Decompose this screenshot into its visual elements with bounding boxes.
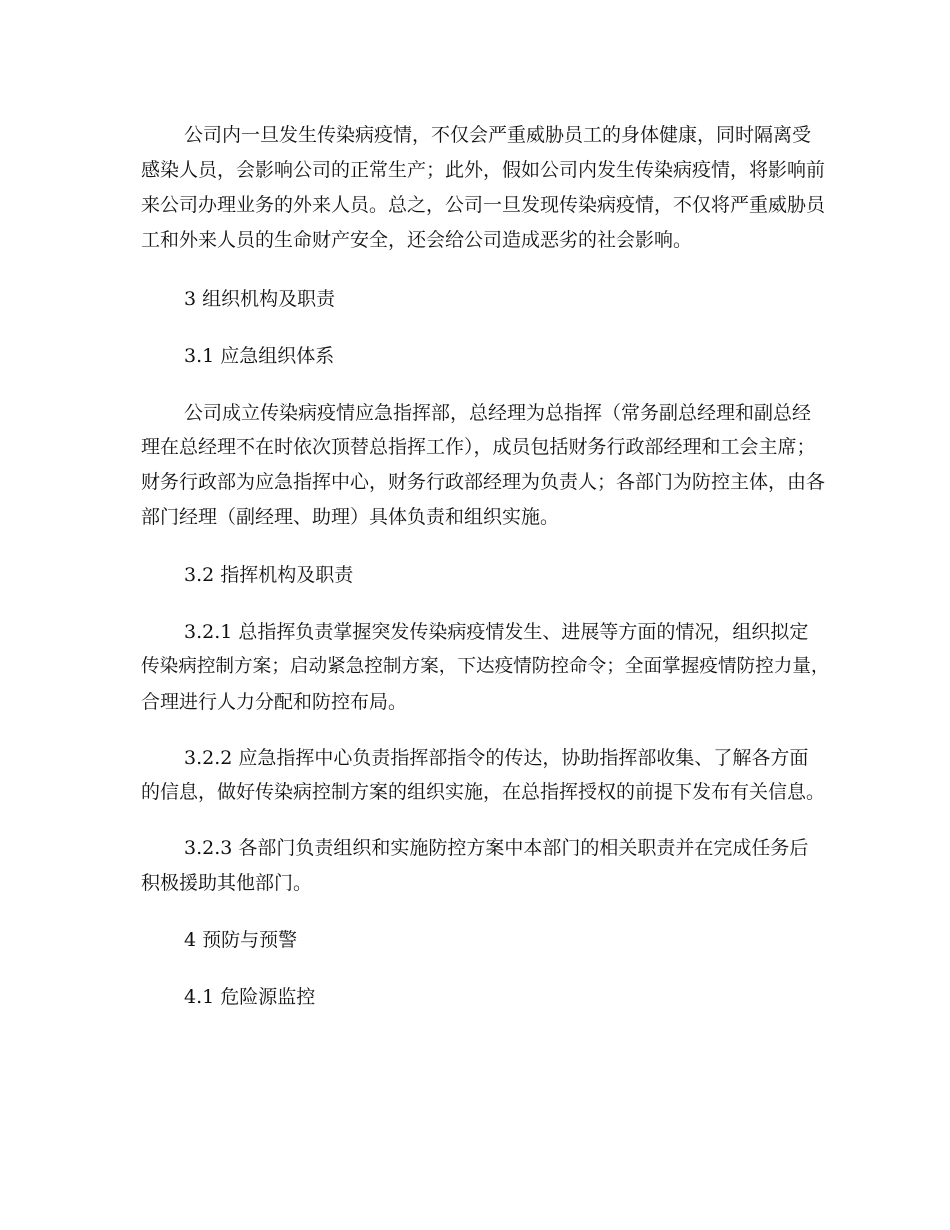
paragraph-line: 理在总经理不在时依次顶替总指挥工作），成员包括财务行政部经理和工会主席； [141, 436, 816, 458]
section-heading: 4 预防与预警 [184, 929, 298, 951]
subsection-heading: 4.1 危险源监控 [184, 986, 316, 1008]
paragraph-line: 3.2.2 应急指挥中心负责指挥部指令的传达，协助指挥部收集、了解各方面 [184, 747, 809, 769]
paragraph-line: 来公司办理业务的外来人员。总之，公司一旦发现传染病疫情，不仅将严重威胁员 [141, 194, 826, 216]
paragraph-line: 感染人员，会影响公司的正常生产；此外，假如公司内发生传染病疫情，将影响前 [141, 159, 826, 181]
subsection-heading: 3.1 应急组织体系 [184, 345, 335, 367]
paragraph-line: 3.2.3 各部门负责组织和实施防控方案中本部门的相关职责并在完成任务后 [184, 837, 809, 859]
paragraph-line: 合理进行人力分配和防控布局。 [141, 691, 408, 713]
paragraph-line: 的信息，做好传染病控制方案的组织实施，在总指挥授权的前提下发布有关信息。 [141, 781, 826, 803]
paragraph-line: 传染病控制方案；启动紧急控制方案，下达疫情防控命令；全面掌握疫情防控力量， [141, 656, 830, 677]
paragraph-line: 工和外来人员的生命财产安全，还会给公司造成恶劣的社会影响。 [141, 229, 693, 251]
paragraph-line: 积极援助其他部门。 [141, 872, 313, 894]
paragraph-line: 财务行政部为应急指挥中心，财务行政部经理为负责人；各部门为防控主体，由各 [141, 471, 826, 493]
paragraph-line: 部门经理（副经理、助理）具体负责和组织实施。 [141, 506, 560, 528]
section-heading: 3 组织机构及职责 [184, 288, 336, 310]
paragraph-line: 3.2.1 总指挥负责掌握突发传染病疫情发生、进展等方面的情况，组织拟定 [184, 621, 809, 643]
subsection-heading: 3.2 指挥机构及职责 [184, 564, 354, 586]
paragraph-line: 公司内一旦发生传染病疫情，不仅会严重威胁员工的身体健康，同时隔离受 [184, 124, 812, 146]
paragraph-line: 公司成立传染病疫情应急指挥部，总经理为总指挥（常务副总经理和副总经 [184, 402, 812, 424]
